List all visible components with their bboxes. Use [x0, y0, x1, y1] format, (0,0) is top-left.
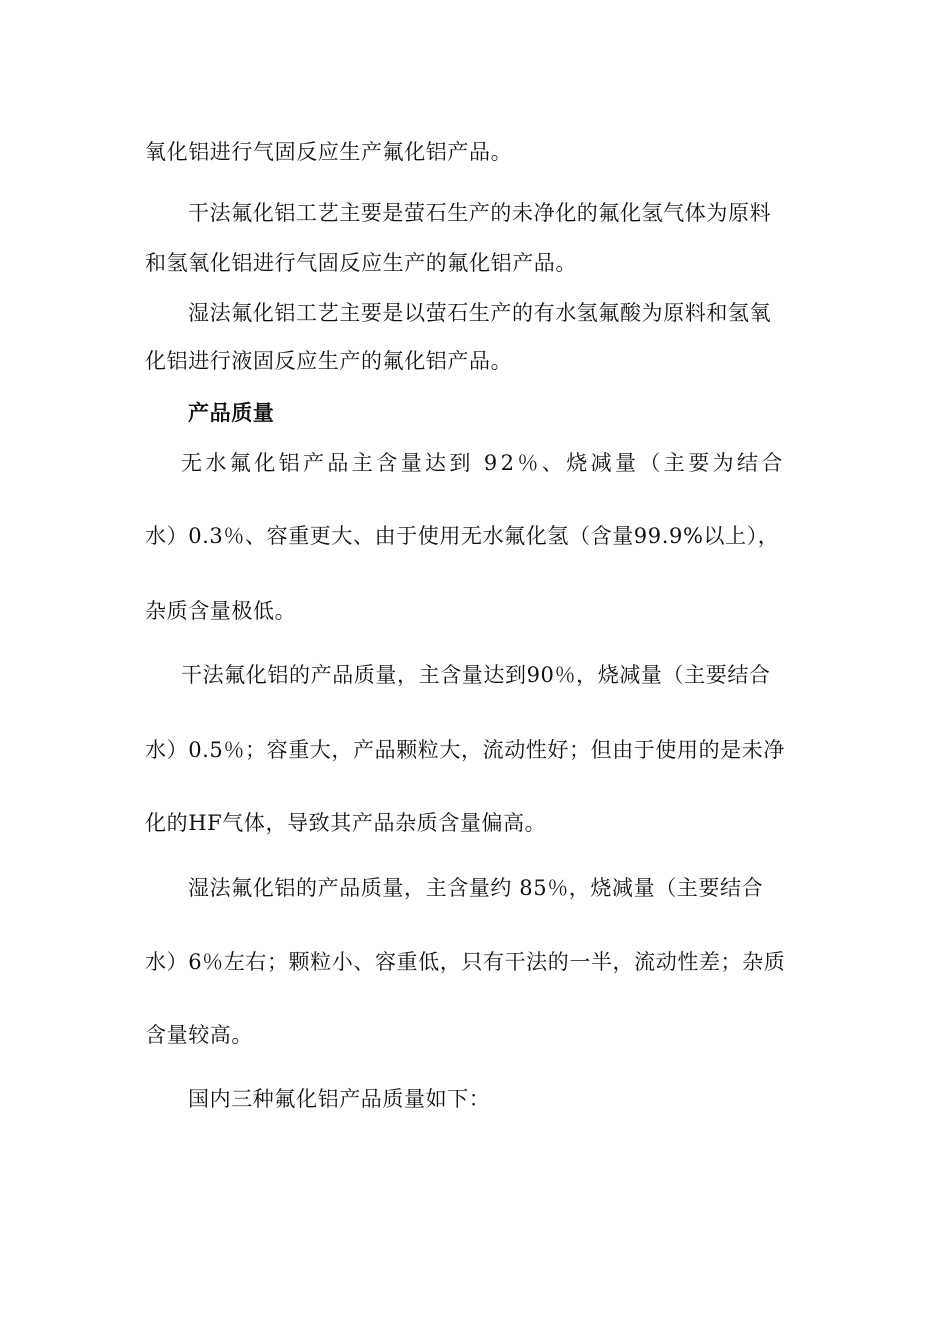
paragraph-line: 含量较高。	[145, 1023, 253, 1047]
paragraph-line: 化的HF气体，导致其产品杂质含量偏高。	[145, 811, 547, 835]
paragraph-line: 无水氟化铝产品主含量达到 92％、烧减量（主要为结合	[181, 451, 786, 475]
paragraph-line: 和氢氧化铝进行气固反应生产的氟化铝产品。	[145, 251, 577, 275]
paragraph-line: 杂质含量极低。	[145, 599, 297, 623]
paragraph-line: 水）6％左右；颗粒小、容重低，只有干法的一半，流动性差；杂质	[145, 950, 786, 974]
paragraph-line: 国内三种氟化铝产品质量如下：	[188, 1087, 491, 1111]
section-heading: 产品质量	[188, 400, 275, 425]
paragraph-line: 湿法氟化铝的产品质量，主含量约 85％，烧减量（主要结合	[188, 876, 764, 900]
paragraph-line: 化铝进行液固反应生产的氟化铝产品。	[145, 349, 513, 373]
paragraph-line: 水）0.3％、容重更大、由于使用无水氟化氢（含量99.9%以上），	[145, 524, 780, 548]
paragraph-line: 干法氟化铝的产品质量，主含量达到90％，烧减量（主要结合	[181, 663, 771, 687]
paragraph-line: 湿法氟化铝工艺主要是以萤石生产的有水氢氟酸为原料和氢氧	[188, 301, 772, 325]
paragraph-line: 干法氟化铝工艺主要是萤石生产的未净化的氟化氢气体为原料	[188, 201, 772, 225]
paragraph-line: 水）0.5％；容重大，产品颗粒大，流动性好；但由于使用的是未净	[145, 738, 785, 762]
paragraph-line: 氧化铝进行气固反应生产氟化铝产品。	[145, 140, 513, 164]
